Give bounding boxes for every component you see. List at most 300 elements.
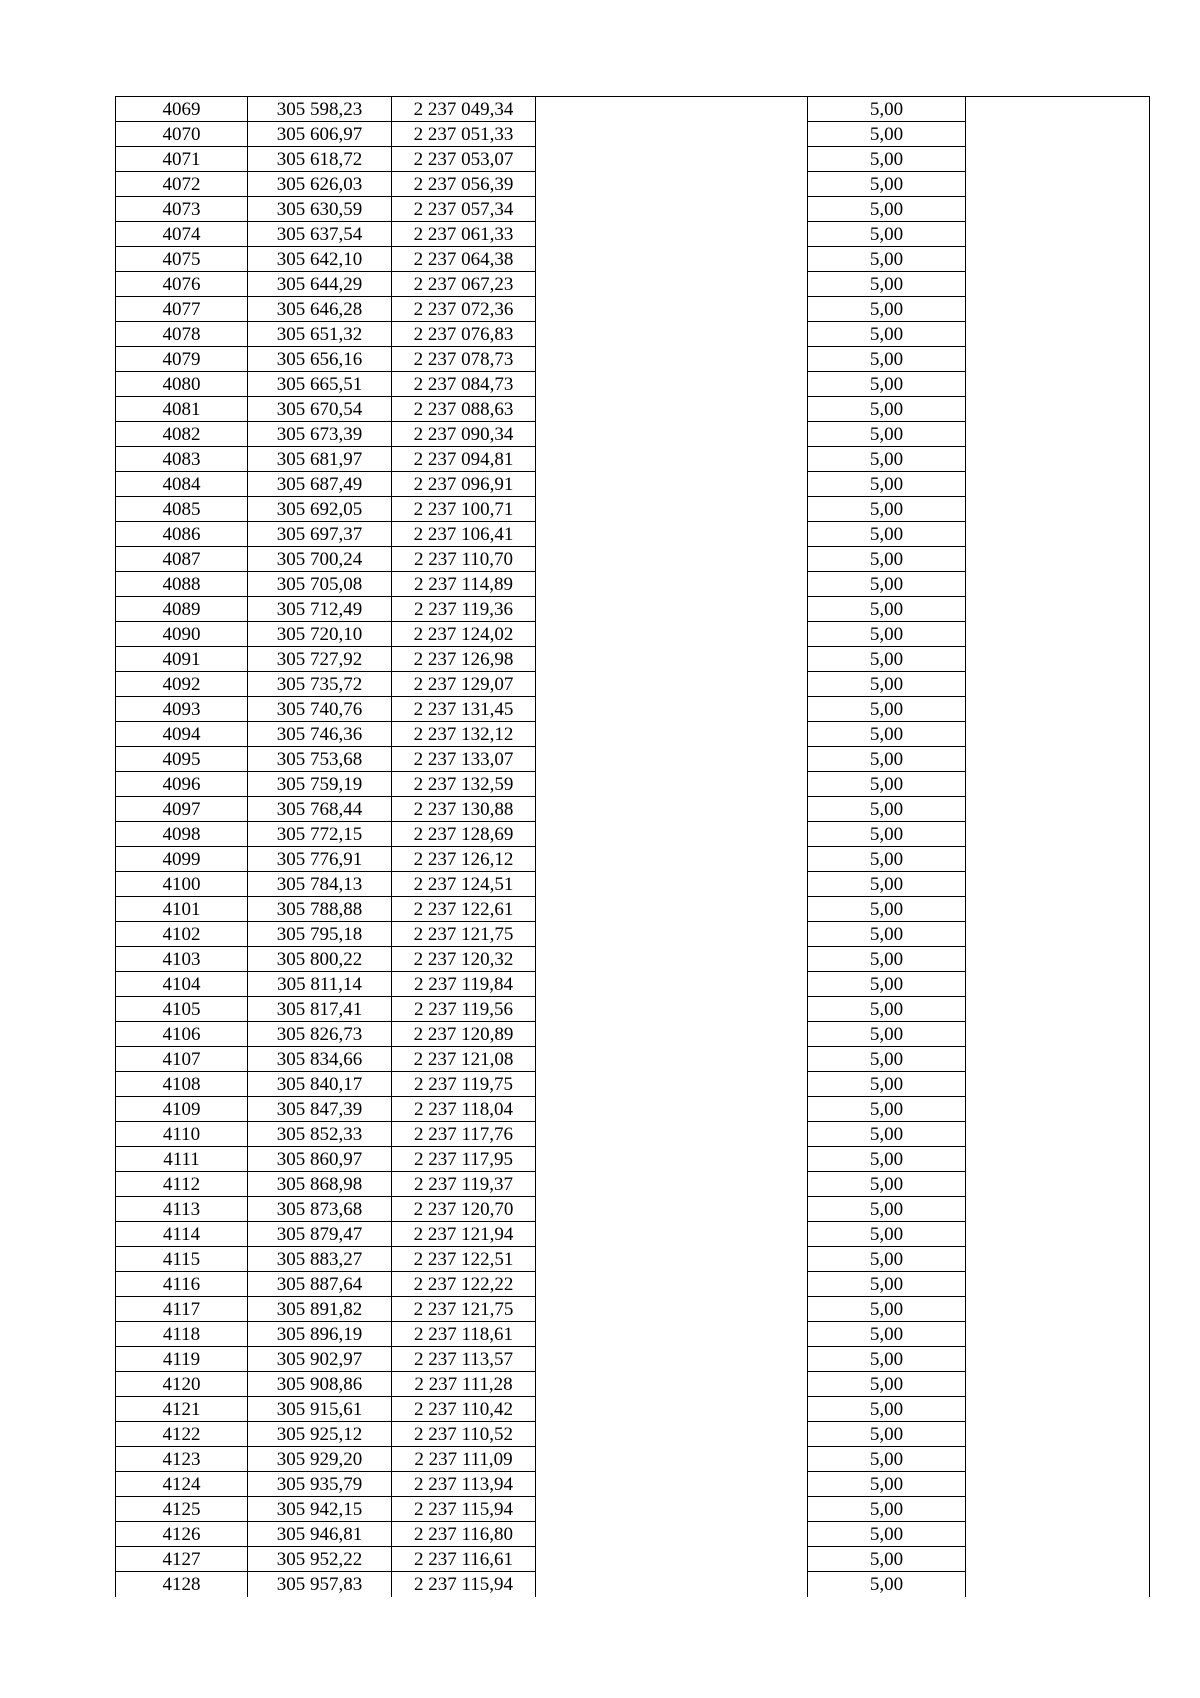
- point-number-cell: 4071: [116, 147, 248, 172]
- table-row: [116, 697, 1150, 722]
- empty-cell: [536, 647, 808, 672]
- empty-cell: [536, 1097, 808, 1122]
- table-row: [116, 322, 1150, 347]
- table-row: [116, 1447, 1150, 1472]
- table-row: [116, 172, 1150, 197]
- x-coordinate-cell: 305 896,19: [248, 1322, 392, 1347]
- x-coordinate-cell: 305 908,86: [248, 1372, 392, 1397]
- table-row: [116, 922, 1150, 947]
- empty-cell: [536, 1297, 808, 1322]
- empty-cell: [536, 1347, 808, 1372]
- point-number-cell: 4079: [116, 347, 248, 372]
- point-number-cell: 4102: [116, 922, 248, 947]
- x-coordinate-cell: 305 759,19: [248, 772, 392, 797]
- table-row: [116, 1122, 1150, 1147]
- empty-cell: [536, 572, 808, 597]
- point-number-cell: 4098: [116, 822, 248, 847]
- value-cell: 5,00: [808, 672, 966, 697]
- table-row: [116, 872, 1150, 897]
- y-coordinate-cell: 2 237 056,39: [392, 172, 536, 197]
- value-cell: 5,00: [808, 847, 966, 872]
- x-coordinate-cell: 305 768,44: [248, 797, 392, 822]
- empty-cell: [536, 622, 808, 647]
- x-coordinate-cell: 305 879,47: [248, 1222, 392, 1247]
- empty-cell: [966, 1322, 1150, 1347]
- table-row: [116, 222, 1150, 247]
- table-row: [116, 622, 1150, 647]
- x-coordinate-cell: 305 915,61: [248, 1397, 392, 1422]
- x-coordinate-cell: 305 626,03: [248, 172, 392, 197]
- empty-cell: [536, 1372, 808, 1397]
- empty-cell: [536, 1472, 808, 1497]
- value-cell: 5,00: [808, 1047, 966, 1072]
- empty-cell: [966, 122, 1150, 147]
- empty-cell: [966, 1122, 1150, 1147]
- empty-cell: [536, 697, 808, 722]
- x-coordinate-cell: 305 800,22: [248, 947, 392, 972]
- x-coordinate-cell: 305 746,36: [248, 722, 392, 747]
- y-coordinate-cell: 2 237 064,38: [392, 247, 536, 272]
- y-coordinate-cell: 2 237 118,04: [392, 1097, 536, 1122]
- point-number-cell: 4109: [116, 1097, 248, 1122]
- y-coordinate-cell: 2 237 113,57: [392, 1347, 536, 1372]
- point-number-cell: 4081: [116, 397, 248, 422]
- y-coordinate-cell: 2 237 124,02: [392, 622, 536, 647]
- value-cell: 5,00: [808, 1322, 966, 1347]
- empty-cell: [536, 972, 808, 997]
- value-cell: 5,00: [808, 697, 966, 722]
- y-coordinate-cell: 2 237 111,09: [392, 1447, 536, 1472]
- table-row: [116, 297, 1150, 322]
- y-coordinate-cell: 2 237 088,63: [392, 397, 536, 422]
- x-coordinate-cell: 305 637,54: [248, 222, 392, 247]
- value-cell: 5,00: [808, 572, 966, 597]
- empty-cell: [966, 1197, 1150, 1222]
- y-coordinate-cell: 2 237 120,32: [392, 947, 536, 972]
- empty-cell: [536, 797, 808, 822]
- table-row: [116, 747, 1150, 772]
- table-row: [116, 1522, 1150, 1547]
- point-number-cell: 4091: [116, 647, 248, 672]
- empty-cell: [536, 822, 808, 847]
- table-row: [116, 1272, 1150, 1297]
- table-row: [116, 1197, 1150, 1222]
- x-coordinate-cell: 305 873,68: [248, 1197, 392, 1222]
- empty-cell: [966, 322, 1150, 347]
- empty-cell: [536, 1322, 808, 1347]
- table-row: [116, 1297, 1150, 1322]
- y-coordinate-cell: 2 237 121,94: [392, 1222, 536, 1247]
- y-coordinate-cell: 2 237 116,61: [392, 1547, 536, 1572]
- x-coordinate-cell: 305 935,79: [248, 1472, 392, 1497]
- empty-cell: [966, 347, 1150, 372]
- empty-cell: [536, 122, 808, 147]
- value-cell: 5,00: [808, 972, 966, 997]
- empty-cell: [536, 947, 808, 972]
- table-row: [116, 447, 1150, 472]
- table-row: [116, 547, 1150, 572]
- point-number-cell: 4092: [116, 672, 248, 697]
- table-row: [116, 197, 1150, 222]
- table-row: [116, 972, 1150, 997]
- empty-cell: [966, 822, 1150, 847]
- value-cell: 5,00: [808, 1272, 966, 1297]
- point-number-cell: 4122: [116, 1422, 248, 1447]
- table-row: [116, 497, 1150, 522]
- y-coordinate-cell: 2 237 090,34: [392, 422, 536, 447]
- empty-cell: [966, 972, 1150, 997]
- table-row: [116, 1047, 1150, 1072]
- y-coordinate-cell: 2 237 128,69: [392, 822, 536, 847]
- empty-cell: [966, 1397, 1150, 1422]
- y-coordinate-cell: 2 237 100,71: [392, 497, 536, 522]
- value-cell: 5,00: [808, 347, 966, 372]
- y-coordinate-cell: 2 237 119,75: [392, 1072, 536, 1097]
- empty-cell: [966, 372, 1150, 397]
- point-number-cell: 4087: [116, 547, 248, 572]
- value-cell: 5,00: [808, 1547, 966, 1572]
- empty-cell: [966, 1572, 1150, 1597]
- y-coordinate-cell: 2 237 114,89: [392, 572, 536, 597]
- empty-cell: [536, 522, 808, 547]
- empty-cell: [966, 522, 1150, 547]
- point-number-cell: 4105: [116, 997, 248, 1022]
- value-cell: 5,00: [808, 822, 966, 847]
- empty-cell: [536, 497, 808, 522]
- x-coordinate-cell: 305 642,10: [248, 247, 392, 272]
- value-cell: 5,00: [808, 197, 966, 222]
- x-coordinate-cell: 305 811,14: [248, 972, 392, 997]
- empty-cell: [966, 297, 1150, 322]
- x-coordinate-cell: 305 942,15: [248, 1497, 392, 1522]
- x-coordinate-cell: 305 681,97: [248, 447, 392, 472]
- value-cell: 5,00: [808, 472, 966, 497]
- x-coordinate-cell: 305 840,17: [248, 1072, 392, 1097]
- point-number-cell: 4111: [116, 1147, 248, 1172]
- value-cell: 5,00: [808, 1097, 966, 1122]
- empty-cell: [966, 172, 1150, 197]
- empty-cell: [536, 1422, 808, 1447]
- point-number-cell: 4114: [116, 1222, 248, 1247]
- table-row: [116, 947, 1150, 972]
- empty-cell: [966, 1522, 1150, 1547]
- value-cell: 5,00: [808, 1072, 966, 1097]
- point-number-cell: 4126: [116, 1522, 248, 1547]
- table-row: [116, 1397, 1150, 1422]
- empty-cell: [536, 672, 808, 697]
- empty-cell: [536, 422, 808, 447]
- empty-cell: [536, 1022, 808, 1047]
- value-cell: 5,00: [808, 172, 966, 197]
- empty-cell: [966, 622, 1150, 647]
- y-coordinate-cell: 2 237 053,07: [392, 147, 536, 172]
- empty-cell: [536, 772, 808, 797]
- empty-cell: [966, 1297, 1150, 1322]
- table-row: [116, 1097, 1150, 1122]
- y-coordinate-cell: 2 237 096,91: [392, 472, 536, 497]
- table-row: [116, 1022, 1150, 1047]
- y-coordinate-cell: 2 237 115,94: [392, 1497, 536, 1522]
- y-coordinate-cell: 2 237 120,89: [392, 1022, 536, 1047]
- point-number-cell: 4106: [116, 1022, 248, 1047]
- empty-cell: [966, 922, 1150, 947]
- empty-cell: [966, 1422, 1150, 1447]
- y-coordinate-cell: 2 237 129,07: [392, 672, 536, 697]
- point-number-cell: 4125: [116, 1497, 248, 1522]
- empty-cell: [536, 1272, 808, 1297]
- empty-cell: [966, 147, 1150, 172]
- value-cell: 5,00: [808, 597, 966, 622]
- x-coordinate-cell: 305 817,41: [248, 997, 392, 1022]
- empty-cell: [966, 672, 1150, 697]
- empty-cell: [536, 472, 808, 497]
- x-coordinate-cell: 305 665,51: [248, 372, 392, 397]
- point-number-cell: 4113: [116, 1197, 248, 1222]
- x-coordinate-cell: 305 795,18: [248, 922, 392, 947]
- point-number-cell: 4083: [116, 447, 248, 472]
- x-coordinate-cell: 305 852,33: [248, 1122, 392, 1147]
- empty-cell: [966, 197, 1150, 222]
- value-cell: 5,00: [808, 772, 966, 797]
- empty-cell: [536, 372, 808, 397]
- empty-cell: [966, 1072, 1150, 1097]
- empty-cell: [536, 397, 808, 422]
- value-cell: 5,00: [808, 1247, 966, 1272]
- table-row: [116, 1322, 1150, 1347]
- y-coordinate-cell: 2 237 067,23: [392, 272, 536, 297]
- table-row: [116, 472, 1150, 497]
- empty-cell: [536, 147, 808, 172]
- point-number-cell: 4084: [116, 472, 248, 497]
- empty-cell: [536, 872, 808, 897]
- y-coordinate-cell: 2 237 121,08: [392, 1047, 536, 1072]
- value-cell: 5,00: [808, 272, 966, 297]
- y-coordinate-cell: 2 237 126,98: [392, 647, 536, 672]
- x-coordinate-cell: 305 788,88: [248, 897, 392, 922]
- empty-cell: [966, 897, 1150, 922]
- value-cell: 5,00: [808, 1122, 966, 1147]
- y-coordinate-cell: 2 237 130,88: [392, 797, 536, 822]
- y-coordinate-cell: 2 237 072,36: [392, 297, 536, 322]
- value-cell: 5,00: [808, 372, 966, 397]
- empty-cell: [536, 1247, 808, 1272]
- y-coordinate-cell: 2 237 119,84: [392, 972, 536, 997]
- x-coordinate-cell: 305 618,72: [248, 147, 392, 172]
- y-coordinate-cell: 2 237 094,81: [392, 447, 536, 472]
- x-coordinate-cell: 305 687,49: [248, 472, 392, 497]
- value-cell: 5,00: [808, 147, 966, 172]
- x-coordinate-cell: 305 860,97: [248, 1147, 392, 1172]
- x-coordinate-cell: 305 883,27: [248, 1247, 392, 1272]
- y-coordinate-cell: 2 237 049,34: [392, 97, 536, 122]
- table-row: [116, 147, 1150, 172]
- table-row: [116, 422, 1150, 447]
- point-number-cell: 4108: [116, 1072, 248, 1097]
- point-number-cell: 4074: [116, 222, 248, 247]
- point-number-cell: 4089: [116, 597, 248, 622]
- table-row: [116, 597, 1150, 622]
- table-row: [116, 1072, 1150, 1097]
- y-coordinate-cell: 2 237 133,07: [392, 747, 536, 772]
- y-coordinate-cell: 2 237 051,33: [392, 122, 536, 147]
- table-row: [116, 822, 1150, 847]
- value-cell: 5,00: [808, 922, 966, 947]
- empty-cell: [536, 272, 808, 297]
- coordinates-table: [115, 96, 1150, 1597]
- empty-cell: [966, 497, 1150, 522]
- empty-cell: [966, 1022, 1150, 1047]
- x-coordinate-cell: 305 847,39: [248, 1097, 392, 1122]
- table-row: [116, 372, 1150, 397]
- empty-cell: [966, 1222, 1150, 1247]
- point-number-cell: 4112: [116, 1172, 248, 1197]
- x-coordinate-cell: 305 656,16: [248, 347, 392, 372]
- y-coordinate-cell: 2 237 120,70: [392, 1197, 536, 1222]
- empty-cell: [536, 1172, 808, 1197]
- empty-cell: [966, 272, 1150, 297]
- x-coordinate-cell: 305 735,72: [248, 672, 392, 697]
- empty-cell: [536, 297, 808, 322]
- table-row: [116, 847, 1150, 872]
- empty-cell: [966, 1497, 1150, 1522]
- empty-cell: [966, 447, 1150, 472]
- empty-cell: [966, 1547, 1150, 1572]
- table-row: [116, 397, 1150, 422]
- value-cell: 5,00: [808, 522, 966, 547]
- y-coordinate-cell: 2 237 115,94: [392, 1572, 536, 1597]
- empty-cell: [536, 547, 808, 572]
- table-row: [116, 1572, 1150, 1597]
- empty-cell: [966, 397, 1150, 422]
- y-coordinate-cell: 2 237 110,52: [392, 1422, 536, 1447]
- point-number-cell: 4069: [116, 97, 248, 122]
- x-coordinate-cell: 305 887,64: [248, 1272, 392, 1297]
- y-coordinate-cell: 2 237 110,42: [392, 1397, 536, 1422]
- empty-cell: [536, 347, 808, 372]
- point-number-cell: 4124: [116, 1472, 248, 1497]
- point-number-cell: 4077: [116, 297, 248, 322]
- y-coordinate-cell: 2 237 124,51: [392, 872, 536, 897]
- empty-cell: [536, 1547, 808, 1572]
- empty-cell: [966, 1347, 1150, 1372]
- value-cell: 5,00: [808, 647, 966, 672]
- point-number-cell: 4070: [116, 122, 248, 147]
- empty-cell: [966, 1372, 1150, 1397]
- value-cell: 5,00: [808, 397, 966, 422]
- value-cell: 5,00: [808, 1147, 966, 1172]
- x-coordinate-cell: 305 692,05: [248, 497, 392, 522]
- point-number-cell: 4094: [116, 722, 248, 747]
- table-row: [116, 122, 1150, 147]
- empty-cell: [536, 1072, 808, 1097]
- y-coordinate-cell: 2 237 117,76: [392, 1122, 536, 1147]
- table-row: [116, 997, 1150, 1022]
- empty-cell: [536, 1522, 808, 1547]
- y-coordinate-cell: 2 237 057,34: [392, 197, 536, 222]
- y-coordinate-cell: 2 237 113,94: [392, 1472, 536, 1497]
- empty-cell: [966, 1247, 1150, 1272]
- point-number-cell: 4100: [116, 872, 248, 897]
- empty-cell: [536, 847, 808, 872]
- value-cell: 5,00: [808, 622, 966, 647]
- point-number-cell: 4128: [116, 1572, 248, 1597]
- table-row: [116, 897, 1150, 922]
- table-row: [116, 247, 1150, 272]
- y-coordinate-cell: 2 237 078,73: [392, 347, 536, 372]
- empty-cell: [536, 222, 808, 247]
- x-coordinate-cell: 305 598,23: [248, 97, 392, 122]
- value-cell: 5,00: [808, 1447, 966, 1472]
- empty-cell: [966, 872, 1150, 897]
- x-coordinate-cell: 305 644,29: [248, 272, 392, 297]
- x-coordinate-cell: 305 606,97: [248, 122, 392, 147]
- point-number-cell: 4082: [116, 422, 248, 447]
- value-cell: 5,00: [808, 497, 966, 522]
- empty-cell: [966, 1097, 1150, 1122]
- empty-cell: [536, 997, 808, 1022]
- point-number-cell: 4118: [116, 1322, 248, 1347]
- y-coordinate-cell: 2 237 121,75: [392, 922, 536, 947]
- empty-cell: [966, 747, 1150, 772]
- x-coordinate-cell: 305 891,82: [248, 1297, 392, 1322]
- empty-cell: [536, 97, 808, 122]
- empty-cell: [966, 797, 1150, 822]
- value-cell: 5,00: [808, 1497, 966, 1522]
- empty-cell: [966, 572, 1150, 597]
- x-coordinate-cell: 305 646,28: [248, 297, 392, 322]
- table-row: [116, 1347, 1150, 1372]
- table-row: [116, 1497, 1150, 1522]
- empty-cell: [966, 722, 1150, 747]
- point-number-cell: 4099: [116, 847, 248, 872]
- value-cell: 5,00: [808, 1572, 966, 1597]
- point-number-cell: 4123: [116, 1447, 248, 1472]
- point-number-cell: 4097: [116, 797, 248, 822]
- x-coordinate-cell: 305 712,49: [248, 597, 392, 622]
- empty-cell: [536, 447, 808, 472]
- empty-cell: [536, 922, 808, 947]
- empty-cell: [966, 247, 1150, 272]
- x-coordinate-cell: 305 929,20: [248, 1447, 392, 1472]
- point-number-cell: 4120: [116, 1372, 248, 1397]
- x-coordinate-cell: 305 834,66: [248, 1047, 392, 1072]
- value-cell: 5,00: [808, 722, 966, 747]
- x-coordinate-cell: 305 740,76: [248, 697, 392, 722]
- y-coordinate-cell: 2 237 111,28: [392, 1372, 536, 1397]
- empty-cell: [536, 197, 808, 222]
- x-coordinate-cell: 305 705,08: [248, 572, 392, 597]
- x-coordinate-cell: 305 670,54: [248, 397, 392, 422]
- x-coordinate-cell: 305 753,68: [248, 747, 392, 772]
- y-coordinate-cell: 2 237 132,59: [392, 772, 536, 797]
- value-cell: 5,00: [808, 1347, 966, 1372]
- point-number-cell: 4075: [116, 247, 248, 272]
- point-number-cell: 4086: [116, 522, 248, 547]
- empty-cell: [536, 747, 808, 772]
- point-number-cell: 4090: [116, 622, 248, 647]
- y-coordinate-cell: 2 237 122,22: [392, 1272, 536, 1297]
- value-cell: 5,00: [808, 1372, 966, 1397]
- y-coordinate-cell: 2 237 076,83: [392, 322, 536, 347]
- empty-cell: [966, 997, 1150, 1022]
- value-cell: 5,00: [808, 872, 966, 897]
- empty-cell: [536, 1122, 808, 1147]
- empty-cell: [966, 772, 1150, 797]
- value-cell: 5,00: [808, 1197, 966, 1222]
- point-number-cell: 4096: [116, 772, 248, 797]
- point-number-cell: 4119: [116, 1347, 248, 1372]
- y-coordinate-cell: 2 237 119,37: [392, 1172, 536, 1197]
